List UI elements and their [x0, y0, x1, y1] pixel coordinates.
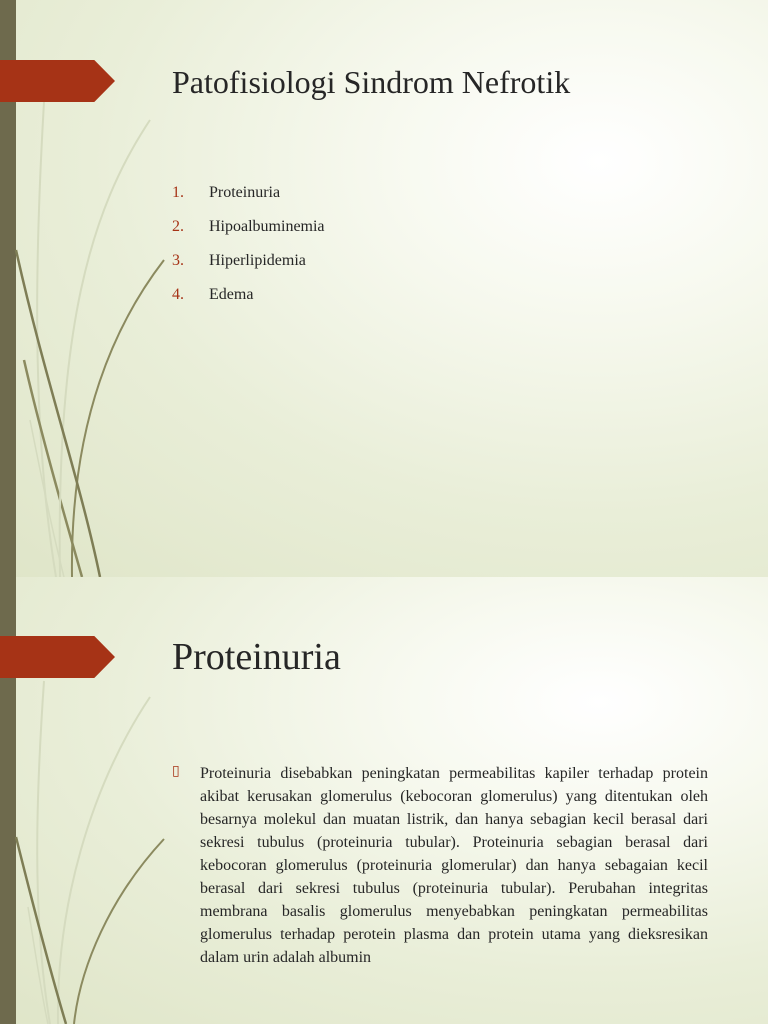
- list-item: [172, 218, 325, 252]
- title-accent-flag: [0, 60, 115, 102]
- list-item-text: Proteinuria: [209, 184, 281, 201]
- list-number: 4.: [172, 286, 184, 303]
- slide-title: Proteinuria: [172, 636, 341, 678]
- slide-title: Patofisiologi Sindrom Nefrotik: [172, 64, 571, 100]
- list-number: 2.: [172, 218, 184, 235]
- bullet-paragraph: [172, 762, 708, 969]
- title-accent-flag: [0, 636, 115, 678]
- list-item-text: Hipoalbuminemia: [209, 218, 325, 235]
- list-item: [172, 286, 325, 320]
- list-item-text: Edema: [209, 286, 254, 303]
- list-item: [172, 184, 325, 218]
- slide-2: [0, 577, 768, 1024]
- numbered-list: [172, 184, 325, 320]
- list-item-text: Hiperlipidemia: [209, 252, 306, 269]
- list-item: [172, 252, 325, 286]
- bullet-icon: ▯: [172, 763, 180, 779]
- bullet-text: Proteinuria disebabkan peningkatan permeabilitas kapiler terhadap protein akibat kerusakan glomerulus (kebocoran glomerulus) yang ditentukan oleh besarnya molekul dan muatan listrik, dan hanya sebagian kecil berasal dari sekresi tubulus (proteinuria tubular). Proteinuria sebagian berasal dari kebocoran glomerulus (proteinuria glomerular) dan hanya sebagaian kecil berasal dari sekresi tubulus (proteinuria tubular). Perubahan integritas membrana basalis glomerulus menyebabkan peningkatan permeabilitas glomerulus terhadap perotein plasma dan protein utama yang dieksresikan dalam urin adalah albumin: [200, 765, 708, 966]
- list-number: 3.: [172, 252, 184, 269]
- list-number: 1.: [172, 184, 184, 201]
